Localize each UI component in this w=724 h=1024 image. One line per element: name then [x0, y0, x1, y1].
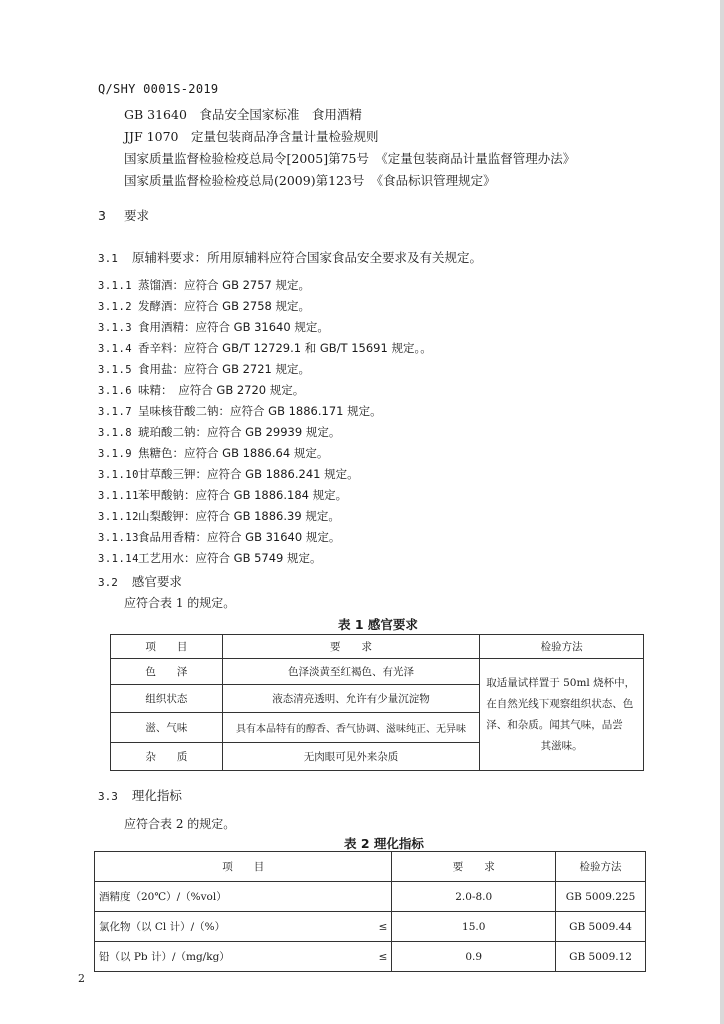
item-number: 3.1.14 — [98, 553, 139, 565]
table-cell: 杂 质 — [111, 743, 223, 771]
item-text: 甘草酸三钾：应符合 GB 1886.241 规定。 — [138, 467, 359, 481]
item-text: 山梨酸钾：应符合 GB 1886.39 规定。 — [138, 509, 340, 523]
method-cell — [480, 659, 644, 771]
reference-line: 国家质量监督检验检疫总局令[2005]第75号 《定量包装商品计量监督管理办法》 — [124, 151, 576, 166]
item-number: 3.1.3 — [98, 322, 133, 334]
section-title: 要求 — [123, 208, 149, 223]
doc-code: Q/SHY 0001S-2019 — [98, 82, 219, 96]
item-number: 3.1.6 — [98, 385, 133, 397]
item-number: 3.1.8 — [98, 427, 133, 439]
list-item — [98, 529, 340, 545]
comparison-symbol: ≤ — [302, 942, 392, 972]
section-3-3-heading — [98, 786, 182, 804]
item-text: 蒸馏酒：应符合 GB 2757 规定。 — [138, 278, 311, 292]
item-text: 焦糖色：应符合 GB 1886.64 规定。 — [138, 446, 329, 460]
item-text: 香辛料：应符合 GB/T 12729.1 和 GB/T 15691 规定。。 — [138, 341, 432, 355]
table1-caption: 表 1 感官要求 — [338, 617, 418, 632]
item-number: 3.1.2 — [98, 301, 133, 313]
header-cell: 要 求 — [222, 635, 479, 659]
physicochemical-table — [94, 851, 646, 972]
section-text: 原辅料要求：所用原辅料应符合国家食品安全要求及有关规定。 — [131, 250, 482, 265]
item-text: 发酵酒：应符合 GB 2758 规定。 — [138, 299, 311, 313]
table-cell: GB 5009.44 — [556, 912, 646, 942]
item-number: 3.1.7 — [98, 406, 133, 418]
item-text: 工艺用水：应符合 GB 5749 规定。 — [138, 551, 322, 565]
table-cell: 液态清亮透明、允许有少量沉淀物 — [222, 685, 479, 713]
section-number: 3 — [98, 208, 106, 223]
table-cell: 酒精度（20℃）/（%vol） — [95, 882, 303, 912]
item-number: 3.1.13 — [98, 532, 139, 544]
item-number: 3.1.4 — [98, 343, 133, 355]
table-cell: 具有本品特有的醇香、香气协调、滋味纯正、无异味 — [222, 713, 479, 743]
item-text: 苯甲酸钠：应符合 GB 1886.184 规定。 — [138, 488, 348, 502]
item-number: 3.1.5 — [98, 364, 133, 376]
sensory-table — [110, 634, 644, 771]
comparison-symbol — [302, 882, 392, 912]
item-text: 食品用香精：应符合 GB 31640 规定。 — [138, 530, 341, 544]
section-number: 3.1 — [98, 252, 118, 265]
item-text: 琥珀酸二钠：应符合 GB 29939 规定。 — [138, 425, 341, 439]
table-cell: 0.9 — [392, 942, 556, 972]
method-line: 取适量试样置于 50ml 烧杯中， — [486, 676, 636, 689]
item-number: 3.1.12 — [98, 511, 139, 523]
table-cell: 铅（以 Pb 计）/（mg/kg） — [95, 942, 303, 972]
comparison-symbol: ≤ — [302, 912, 392, 942]
table-cell: 色 泽 — [111, 659, 223, 685]
item-text: 食用盐：应符合 GB 2721 规定。 — [138, 362, 311, 376]
section-title: 感官要求 — [131, 574, 182, 589]
list-item — [98, 424, 340, 440]
section-3-2-heading — [98, 572, 182, 590]
section-number: 3.3 — [98, 790, 118, 803]
header-cell: 项 目 — [95, 852, 392, 882]
list-item — [98, 298, 310, 314]
table-cell: 组织状态 — [111, 685, 223, 713]
item-text: 食用酒精：应符合 GB 31640 规定。 — [138, 320, 329, 334]
reference-line: JJF 1070 定量包装商品净含量计量检验规则 — [124, 129, 379, 144]
method-line: 其滋味。 — [540, 739, 583, 752]
table-cell: 15.0 — [392, 912, 556, 942]
scan-edge — [720, 0, 724, 1024]
list-item — [98, 466, 359, 482]
paragraph: 应符合表 2 的规定。 — [124, 817, 236, 831]
section-3-heading — [98, 206, 149, 224]
reference-line: 国家质量监督检验检疫总局(2009)第123号 《食品标识管理规定》 — [124, 173, 496, 188]
list-item — [98, 403, 382, 419]
header-cell: 要 求 — [392, 852, 556, 882]
list-item — [98, 445, 328, 461]
table2-caption: 表 2 理化指标 — [344, 836, 424, 851]
paragraph: 应符合表 1 的规定。 — [124, 596, 236, 610]
item-text: 味精： 应符合 GB 2720 规定。 — [138, 383, 305, 397]
list-item — [98, 319, 329, 335]
header-cell: 检验方法 — [480, 635, 644, 659]
list-item — [98, 277, 310, 293]
list-item — [98, 487, 347, 503]
list-item — [98, 382, 304, 398]
item-number: 3.1.10 — [98, 469, 139, 481]
table-cell: 2.0-8.0 — [392, 882, 556, 912]
header-cell: 检验方法 — [556, 852, 646, 882]
page-number: 2 — [78, 972, 85, 985]
section-title: 理化指标 — [131, 788, 182, 803]
item-number: 3.1.11 — [98, 490, 139, 502]
table-cell: 氯化物（以 Cl 计）/（%） — [95, 912, 303, 942]
table-cell: GB 5009.225 — [556, 882, 646, 912]
method-line: 在自然光线下观察组织状态、色 — [486, 697, 634, 710]
table-cell: 滋、气味 — [111, 713, 223, 743]
list-item — [98, 550, 322, 566]
table-cell: 色泽淡黄至红褐色、有光泽 — [222, 659, 479, 685]
item-number: 3.1.1 — [98, 280, 133, 292]
header-cell: 项 目 — [111, 635, 223, 659]
table-cell: 无肉眼可见外来杂质 — [222, 743, 479, 771]
list-item — [98, 508, 340, 524]
section-3-1 — [98, 248, 482, 266]
method-line: 泽、和杂质。闻其气味，品尝 — [486, 718, 623, 731]
list-item — [98, 340, 432, 356]
list-item — [98, 361, 310, 377]
table-cell: GB 5009.12 — [556, 942, 646, 972]
reference-line: GB 31640 食品安全国家标准 食用酒精 — [124, 107, 362, 122]
item-number: 3.1.9 — [98, 448, 133, 460]
item-text: 呈味核苷酸二钠：应符合 GB 1886.171 规定。 — [138, 404, 382, 418]
section-number: 3.2 — [98, 576, 118, 589]
